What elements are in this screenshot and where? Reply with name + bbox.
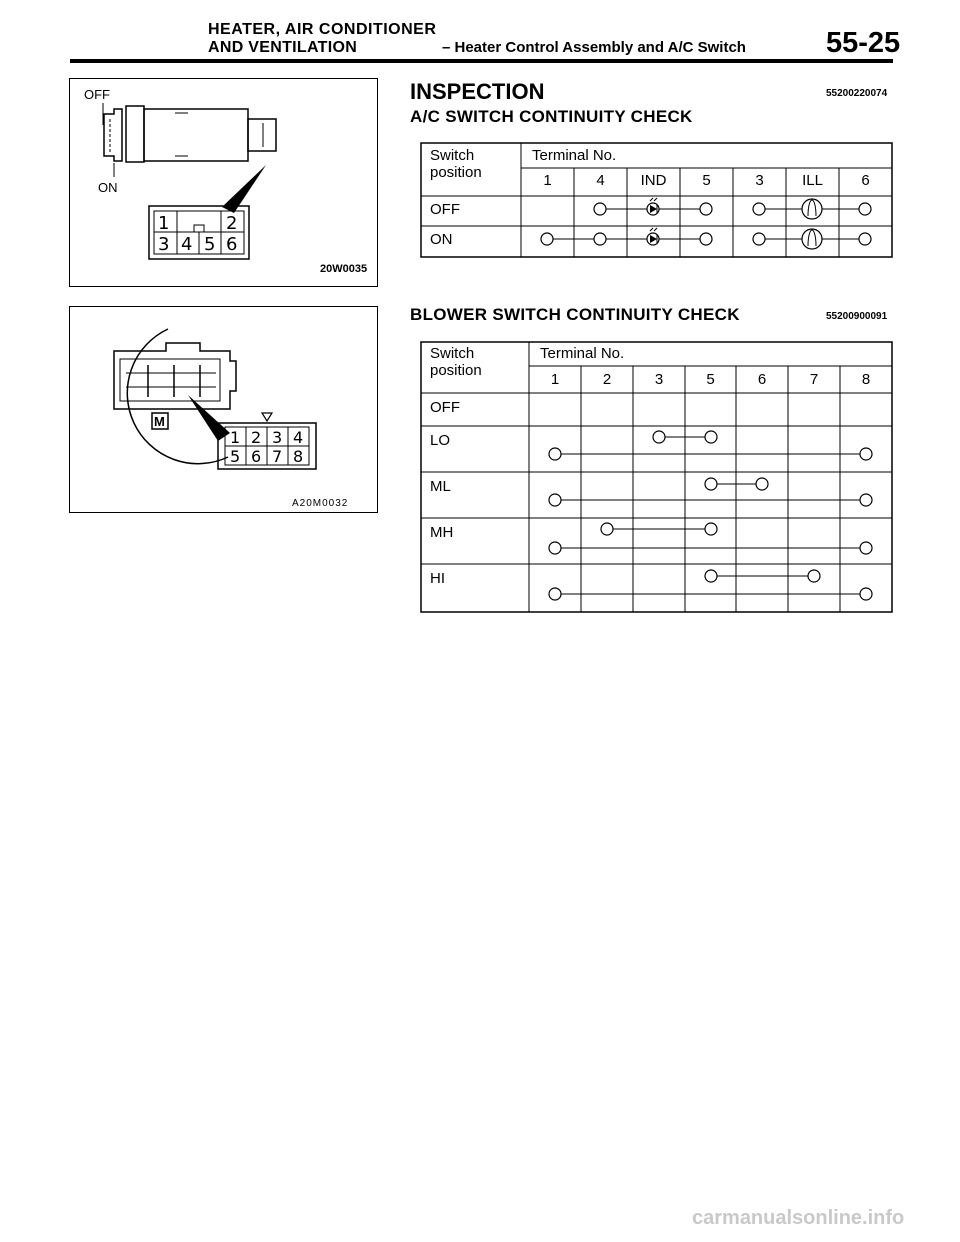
bl-terminal-1: 1: [230, 428, 241, 447]
row-label-off: OFF: [430, 399, 460, 416]
terminal-col-8: 8: [861, 371, 871, 388]
header-rule: [70, 59, 893, 63]
inspection-code: 55200220074: [826, 88, 888, 99]
terminal-5: 5: [204, 234, 216, 255]
figure-code: 20W0035: [320, 263, 368, 275]
ac-continuity-table: [420, 142, 893, 258]
row-label-lo: LO: [430, 432, 451, 449]
terminal-1: 1: [158, 213, 170, 234]
bl-terminal-4: 4: [293, 428, 304, 447]
row-label-ml: ML: [430, 478, 451, 495]
terminal-col-3: 3: [654, 371, 664, 388]
bl-terminal-8: 8: [293, 447, 304, 466]
ac-switch-figure: [69, 78, 378, 287]
inspection-heading: INSPECTION: [410, 79, 545, 104]
off-label: OFF: [84, 87, 110, 102]
ac-check-heading: A/C SWITCH CONTINUITY CHECK: [410, 107, 693, 126]
watermark: carmanualsonline.info: [692, 1207, 905, 1229]
switch-position-header: Switch position: [430, 345, 482, 379]
terminal-col-1: 1: [543, 172, 552, 189]
ac-switch-drawing: [70, 79, 379, 288]
terminal-6: 6: [226, 234, 238, 255]
row-label-mh: MH: [430, 524, 454, 541]
terminal-col-ind: IND: [640, 172, 667, 189]
row-label-off: OFF: [430, 201, 460, 218]
bl-terminal-6: 6: [251, 447, 262, 466]
bl-terminal-7: 7: [272, 447, 283, 466]
terminal-col-7: 7: [809, 371, 819, 388]
blower-switch-figure: [69, 306, 378, 513]
terminal-no-header: Terminal No.: [532, 147, 617, 164]
row-label-hi: HI: [430, 570, 445, 587]
bl-terminal-3: 3: [272, 428, 283, 447]
blower-check-code: 55200900091: [826, 311, 888, 322]
terminal-4: 4: [181, 234, 193, 255]
terminal-2: 2: [226, 213, 238, 234]
terminal-3: 3: [158, 234, 170, 255]
bl-terminal-5: 5: [230, 447, 241, 466]
terminal-col-6: 6: [757, 371, 767, 388]
motor-badge-letter: M: [154, 414, 165, 429]
figure-code: A20M0032: [292, 498, 349, 509]
page-number: 55-25: [826, 27, 901, 59]
on-label: ON: [98, 180, 118, 195]
terminal-col-3: 3: [755, 172, 764, 189]
header-subtitle: – Heater Control Assembly and A/C Switch: [442, 39, 746, 56]
terminal-col-5: 5: [706, 371, 715, 388]
switch-position-header: Switch position: [430, 147, 482, 181]
row-label-on: ON: [430, 231, 453, 248]
blower-continuity-table: [420, 341, 893, 613]
terminal-col-5: 5: [702, 172, 711, 189]
terminal-col-6: 6: [861, 172, 870, 189]
blower-switch-drawing: [70, 307, 379, 514]
terminal-no-header: Terminal No.: [540, 345, 625, 362]
terminal-col-2: 2: [602, 371, 612, 388]
header-section-title-2: AND VENTILATION: [208, 39, 358, 56]
terminal-col-1: 1: [550, 371, 560, 388]
header-section-title: HEATER, AIR CONDITIONER: [208, 21, 437, 38]
terminal-col-ill: ILL: [802, 172, 823, 189]
bl-terminal-2: 2: [251, 428, 262, 447]
blower-check-heading: BLOWER SWITCH CONTINUITY CHECK: [410, 305, 740, 324]
terminal-col-4: 4: [596, 172, 605, 189]
